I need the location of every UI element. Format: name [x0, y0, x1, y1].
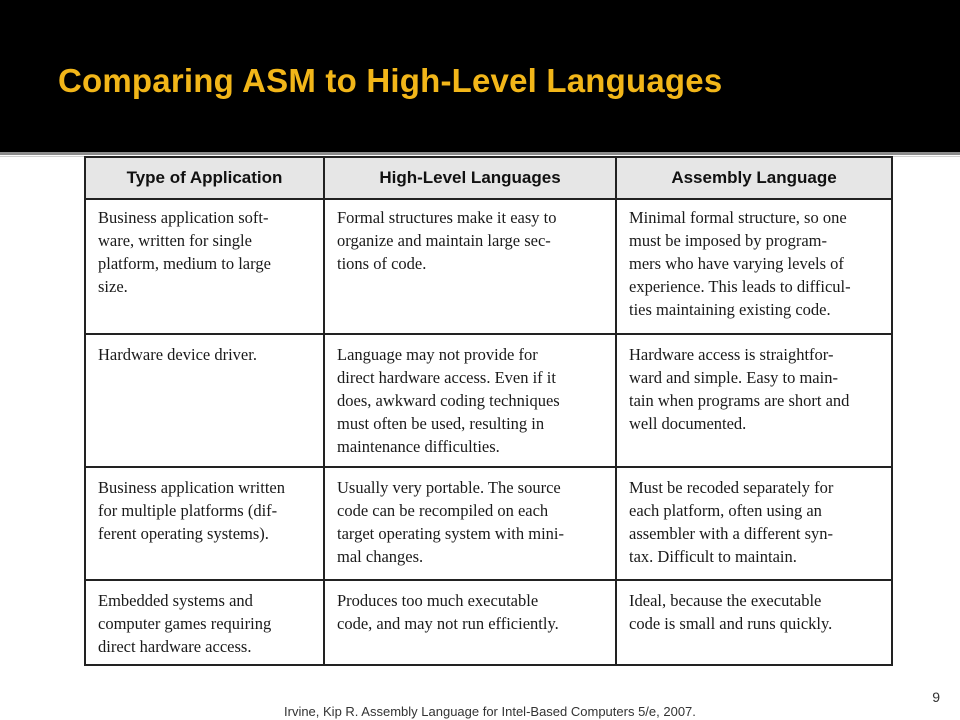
slide-title: Comparing ASM to High-Level Languages	[58, 62, 723, 99]
title-divider	[0, 152, 960, 155]
cell-application-type	[85, 467, 324, 580]
table-row	[85, 334, 892, 467]
source-citation: Irvine, Kip R. Assembly Language for Intel-Based Computers 5/e, 2007.	[284, 704, 696, 719]
cell-text: Must be recoded separately for each platform, often using an assembler with a different syn- tax. Difficult to maintain.	[629, 478, 834, 566]
cell-high-level	[324, 334, 616, 467]
table-row	[85, 580, 892, 665]
cell-text: Minimal formal structure, so one must be imposed by program- mers who have varying levels of experience. This leads to difficul- ties maintaining existing code.	[629, 208, 851, 319]
cell-text: Formal structures make it easy to organize and maintain large sec- tions of code.	[337, 208, 557, 273]
cell-text: Hardware device driver.	[98, 345, 257, 364]
cell-application-type	[85, 199, 324, 334]
table-row	[85, 467, 892, 580]
cell-text: Ideal, because the executable code is small and runs quickly.	[629, 591, 833, 633]
cell-assembly	[616, 580, 892, 665]
cell-text: Language may not provide for direct hardware access. Even if it does, awkward coding techniques must often be used, resulting in maintenance difficulties.	[337, 345, 560, 456]
cell-text: Business application soft- ware, written for single platform, medium to large size.	[98, 208, 271, 296]
cell-assembly	[616, 199, 892, 334]
table-header-row	[85, 157, 892, 199]
comparison-table	[84, 156, 893, 666]
cell-text: Embedded systems and computer games requiring direct hardware access.	[98, 591, 272, 656]
cell-assembly	[616, 467, 892, 580]
table-row	[85, 199, 892, 334]
header-assembly-language: Assembly Language	[616, 157, 892, 199]
cell-application-type	[85, 334, 324, 467]
cell-text: Hardware access is straightfor- ward and simple. Easy to main- tain when programs are short and well documented.	[629, 345, 850, 433]
page-number: 9	[932, 689, 940, 705]
cell-text: Usually very portable. The source code can be recompiled on each target operating system with mini- mal changes.	[337, 478, 564, 566]
title-bar	[0, 0, 960, 152]
header-type-of-application: Type of Application	[85, 157, 324, 199]
cell-assembly	[616, 334, 892, 467]
cell-high-level	[324, 199, 616, 334]
cell-application-type	[85, 580, 324, 665]
cell-high-level	[324, 580, 616, 665]
cell-text: Business application written for multiple platforms (dif- ferent operating systems).	[98, 478, 285, 543]
header-high-level-languages: High-Level Languages	[324, 157, 616, 199]
cell-text: Produces too much executable code, and may not run efficiently.	[337, 591, 559, 633]
cell-high-level	[324, 467, 616, 580]
